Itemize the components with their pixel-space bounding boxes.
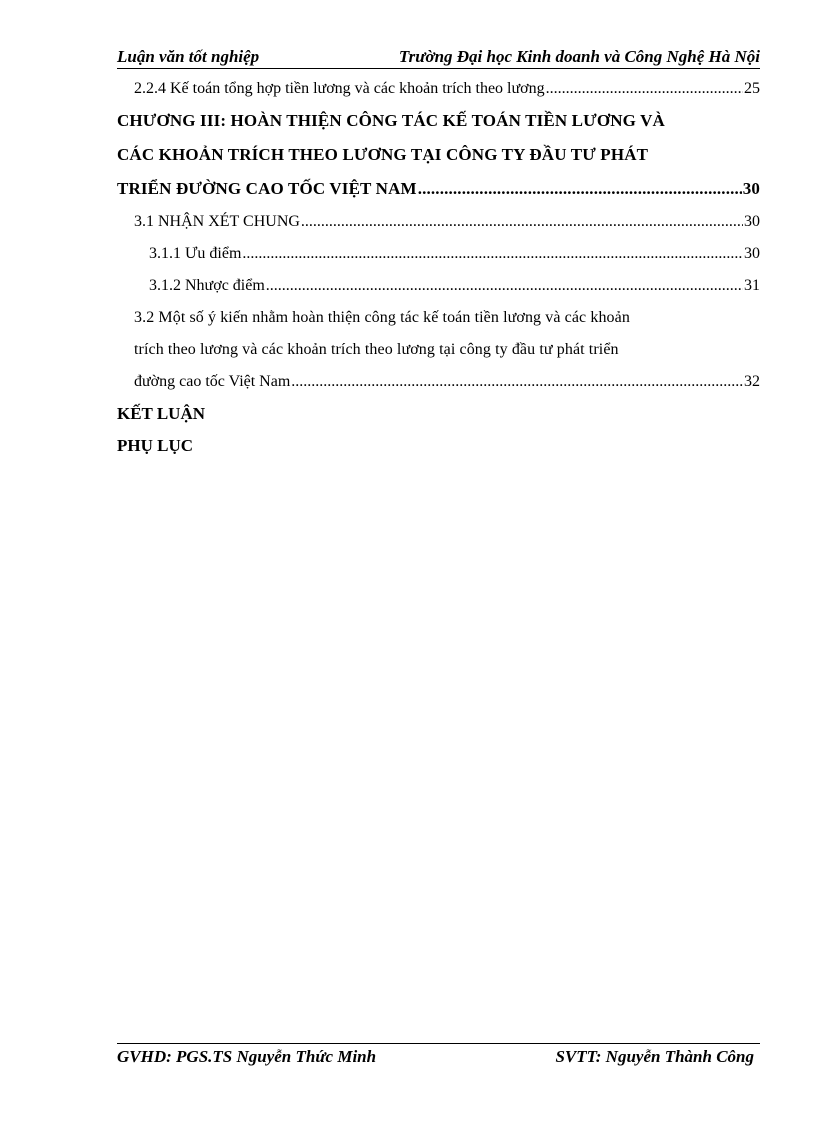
toc-phu-luc[interactable]: PHỤ LỤC [117, 436, 194, 455]
toc-entry-title: TRIỂN ĐƯỜNG CAO TỐC VIỆT NAM [117, 179, 417, 198]
toc-chapter-3[interactable] [117, 104, 760, 206]
toc-entry-title: đường cao tốc Việt Nam [134, 373, 291, 390]
toc-dot-leader [291, 366, 743, 398]
table-of-contents [117, 74, 760, 462]
toc-entry-3-2[interactable] [117, 302, 760, 398]
toc-entry-title: 3.1.1 Ưu điểm [149, 245, 242, 262]
header-university-name: Trường Đại học Kinh doanh và Công Nghệ Hà Nội [398, 47, 760, 66]
toc-dot-leader [301, 206, 743, 238]
toc-page-number: 32 [744, 373, 760, 390]
toc-page-number: 31 [744, 277, 760, 294]
toc-page-number: 30 [744, 245, 760, 262]
toc-page-number: 25 [744, 80, 760, 97]
toc-ket-luan[interactable]: KẾT LUẬN [117, 404, 206, 423]
toc-page-number: 30 [742, 179, 760, 198]
toc-chapter-line: CHƯƠNG III: HOÀN THIỆN CÔNG TÁC KẾ TOÁN TIỀN LƯƠNG VÀ [117, 111, 665, 130]
toc-dot-leader [242, 238, 743, 270]
toc-entry-3-1-2[interactable] [117, 270, 760, 302]
toc-dot-leader [418, 172, 742, 206]
toc-entry-line: trích theo lương và các khoản trích theo lương tại công ty đầu tư phát triển [134, 341, 619, 358]
toc-entry-last-line [134, 366, 760, 398]
footer-supervisor: GVHD: PGS.TS Nguyễn Thức Minh [117, 1047, 377, 1066]
toc-entry-3-1-1[interactable] [117, 238, 760, 270]
toc-dot-leader [266, 270, 743, 302]
toc-entry-line: 3.2 Một số ý kiến nhằm hoàn thiện công tác kế toán tiền lương và các khoản [134, 309, 630, 326]
toc-entry-title: 2.2.4 Kế toán tổng hợp tiền lương và các khoản trích theo lương [134, 80, 545, 97]
footer-student: SVTT: Nguyễn Thành Công [555, 1047, 754, 1066]
toc-entry-3-1[interactable] [117, 206, 760, 238]
toc-chapter-last-line [117, 172, 760, 206]
toc-entry-title: 3.1 NHẬN XÉT CHUNG [134, 213, 300, 230]
toc-dot-leader [546, 74, 743, 104]
header-thesis-label: Luận văn tốt nghiệp [117, 47, 260, 66]
toc-chapter-line: CÁC KHOẢN TRÍCH THEO LƯƠNG TẠI CÔNG TY ĐẦU TƯ PHÁT [117, 145, 649, 164]
page-footer [117, 1043, 760, 1074]
toc-page-number: 30 [744, 213, 760, 230]
page-header [117, 44, 760, 69]
toc-entry-title: 3.1.2 Nhược điểm [149, 277, 265, 294]
toc-entry-2-2-4[interactable] [117, 74, 760, 104]
